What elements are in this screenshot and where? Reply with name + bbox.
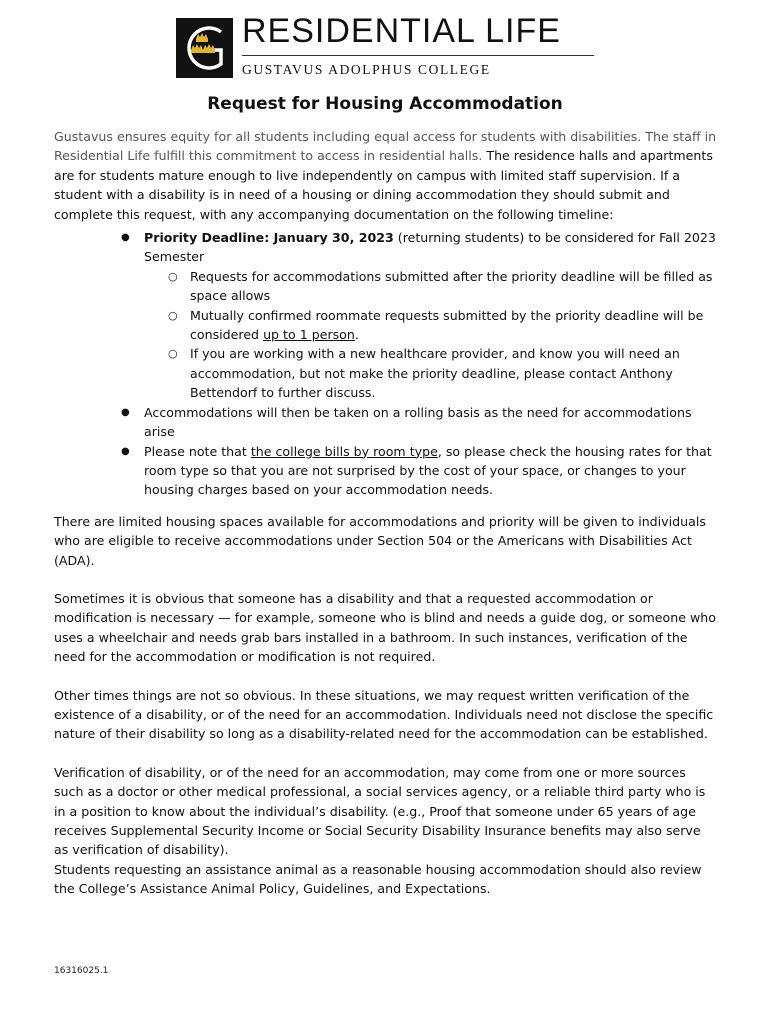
document-id: 16316025.1 xyxy=(54,966,109,976)
sub-item-text-end: . xyxy=(354,327,359,343)
list-item-priority-deadline xyxy=(144,228,718,403)
billing-text-end: , so please check the housing rates for that room type so that you are not surprised by the cost of your space, or changes to your housing charges based on your accommodation needs. xyxy=(144,443,712,498)
paragraph-assistance-animal: Students requesting an assistance animal as a reasonable housing accommodation should also review the College’s Assistance Animal Policy, Guidelines, and Expectations. xyxy=(54,861,702,897)
brand-title: RESIDENTIAL LIFE xyxy=(242,12,561,50)
priority-deadline-label: Priority Deadline: January 30, 2023 xyxy=(144,230,394,246)
paragraph-verification: Verification of disability, or of the need for an accommodation, may come from one or more sources such as a doctor or other medical professional, a social services agency, or a reliable third party who is in a position to know about the individual’s disability. (e.g., Proof that someone under 65 years of age receives Supplemental Security Income or Social Security Disability Insurance benefits may also serve as verification of disability). xyxy=(54,764,706,858)
page-title: Request for Housing Accommodation xyxy=(207,94,563,114)
intro-paragraph xyxy=(54,127,718,224)
sub-list-item: ○ Requests for accommodations submitted after the priority deadline will be filled as space allows xyxy=(190,267,718,306)
room-type-billing-link[interactable]: the college bills by room type xyxy=(250,443,438,459)
document-body xyxy=(54,127,718,899)
brand-subtitle: GUSTAVUS ADOLPHUS COLLEGE xyxy=(242,62,491,77)
priority-deadline-text: (returning students) to be considered for Fall 2023 Semester xyxy=(144,230,716,265)
timeline-list xyxy=(54,228,718,500)
list-item-room-type-billing xyxy=(144,442,718,500)
roommate-limit-link[interactable]: up to 1 person xyxy=(263,327,355,343)
intro-text: The residence halls and apartments are for students mature enough to live independently on campus with limited staff supervision. If a student with a disability is in need of a housing or dining accommodation they should submit and complete this request, with any accompanying documentation on the following timeline: xyxy=(54,148,713,222)
sub-list xyxy=(144,267,718,403)
billing-text-start: Please note that xyxy=(144,443,251,459)
sub-list-item: ○ If you are working with a new healthcare provider, and know you will need an accommodation, but not make the priority deadline, please contact Anthony Bettendorf to further discuss. xyxy=(190,344,718,402)
brand-divider xyxy=(242,55,594,56)
paragraph-limited-spaces: There are limited housing spaces available for accommodations and priority will be given to individuals who are eligible to receive accommodations under Section 504 or the Americans with Disabilities Act (ADA). xyxy=(54,513,706,568)
paragraph-not-obvious: Other times things are not so obvious. In these situations, we may request written verification of the existence of a disability, or of the need for an accommodation. Individuals need not disclose the specific nature of their disability so long as a disability-related need for the accommodation can be established. xyxy=(54,687,714,742)
sub-list-item xyxy=(190,306,718,345)
sub-item-text: Mutually confirmed roommate requests submitted by the priority deadline will be considered xyxy=(190,307,704,343)
gustavus-crest-logo-icon xyxy=(176,18,233,78)
paragraph-obvious-disability: Sometimes it is obvious that someone has a disability and that a requested accommodation or modification is necessary — for example, someone who is blind and needs a guide dog, or someone who uses a wheelchair and needs grab bars installed in a bathroom. In such instances, verification of the need for the accommodation or modification is not required. xyxy=(54,590,716,665)
letterhead xyxy=(176,12,596,80)
list-item-rolling-basis: ● Accommodations will then be taken on a rolling basis as the need for accommodations arise xyxy=(144,403,718,442)
intro-gray-text: Gustavus ensures equity for all students including equal access for students with disabilities. The staff in Residential Life fulfill this commitment to access in residential halls. xyxy=(54,129,717,164)
